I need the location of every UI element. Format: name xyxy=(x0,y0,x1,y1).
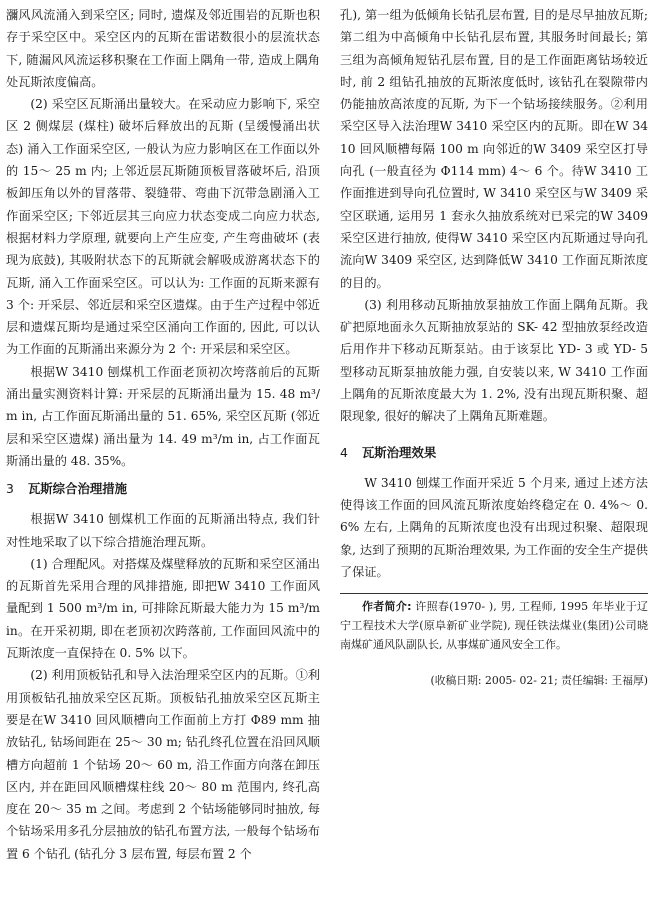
section-3-number: 3 xyxy=(6,481,14,497)
paragraph-5: (1) 合理配风。对搭煤及煤壁释放的瓦斯和采空区涌出的瓦斯首先采用合理的风排措施, 即把W 3410 工作面风量配到 1 500 m³/m in, 可排除瓦斯最大能力为 15 m³/m in。在开采初期, 即在老顶初次跨落前, 工作面回风流中的瓦斯浓度一直保持在 0. 5% 以下。 xyxy=(6,556,320,661)
section-4-number: 4 xyxy=(340,444,348,460)
paragraph-6: (2) 利用顶板钻孔和导入法治理采空区内的瓦斯。①利用顶板钻孔抽放采空区瓦斯。顶板钻孔抽放采空区瓦斯主要是在W 3410 回风顺槽向工作面前上方打 Φ89 mm 抽放钻孔, 钻场间距在 25～ 30 m; 钻孔终孔位置在沿回风顺槽方向超前 1 个钻场 20～ 60 m, 沿工作面方向落在卸压区内, 并在距回风顺槽煤柱线 20～ 80 m 范围内, 终孔高度在 20～ 35 m 之间。考虑到 2 个钻场能够同时抽放, 每个钻场采用多孔分层抽放的钻孔布置方法, 一般每个钻场布置 6 个钻孔 (钻孔分 3 层布置, 每层布置 2 个 xyxy=(6,668,320,861)
paragraph-3: 根据W 3410 刨煤机工作面老顶初次垮落前后的瓦斯涌出量实测资料计算: 开采层的瓦斯涌出量为 15. 48 m³/m in, 占工作面瓦斯涌出量的 51. 65%, 采空区瓦斯 (邻近层和采空区遗煤) 涌出量为 14. 49 m³/m in, 占工作面瓦斯涌出量的 48. 35%。 xyxy=(6,364,320,468)
right-column xyxy=(340,4,648,690)
author-bio xyxy=(340,593,648,654)
paragraph-2: (2) 采空区瓦斯涌出量较大。在采动应力影响下, 采空区 2 侧煤层 (煤柱) 破坏后释放出的瓦斯 (呈缓慢涌出状态) 涌入工作面采空区, 一般认为应力影响区在工作面以外的 15～ 25 m 内; 上邻近层瓦斯随顶板冒落破坏后, 沿顶板卸压角以外的冒落带、裂缝带、弯曲下沉带急剧涌入工作面采空区; 下邻近层其三向应力状态变成二向应力状态, 根据材料力学原理, 就要向上产生应变, 产生弯曲破坏 (表现为底鼓), 其吸附状态下的瓦斯就会解吸成游离状态下的瓦斯, 涌入工作面采空区。可以认为: 工作面的瓦斯来源有 3 个: 开采层、邻近层和采空区遗煤。由于生产过程中邻近层和遗煤瓦斯均是通过采空区涌向工作面的, 因此, 可以认为工作面的瓦斯涌出来源分为 2 个: 开采层和采空区。 xyxy=(6,97,320,357)
paragraph-continued: 孔), 第一组为低倾角长钻孔层布置, 目的是尽早抽放瓦斯; 第二组为中高倾角中长钻孔层布置, 其服务时间最长; 第三组为高倾角短钻孔层布置, 目的是工作面距离钻场较近时, 前 2 组钻孔抽放的瓦斯浓度低时, 该钻孔在裂隙带内仍能抽放高浓度的瓦斯, 为下一个钻场接续服务。②利用采空区导入法治理W 3410 采空区内的瓦斯。即在W 3410 回风顺槽每隔 100 m 向邻近的W 3409 采空区打导向孔 (一般直径为 Φ114 mm) 4～ 6 个。待W 3410 工作面推进到导向孔位置时, W 3410 采空区与W 3409 采空区联通, 运用另 1 套永久抽放系统对已采完的W 3409 采空区进行抽放, 使得W 3410 采空区内瓦斯通过导向孔流向W 3409 采空区, 达到降低W 3410 工作面瓦斯浓度的目的。 xyxy=(340,8,648,290)
section-3-title: 瓦斯综合治理措施 xyxy=(27,481,128,497)
received-date: (收稿日期: 2005- 02- 21; 责任编辑: 王福厚) xyxy=(430,674,648,688)
paragraph-intro: 瀰风风流涌入到采空区; 同时, 遗煤及邻近围岩的瓦斯也积存于采空区中。采空区内的瓦斯在雷诺数很小的层流状态下, 随漏风风流运移积聚在工作面上隅角一带, 造成上隅角处瓦斯浓度偏高。 xyxy=(6,8,320,89)
section-4-title: 瓦斯治理效果 xyxy=(361,444,437,460)
paragraph-7: (3) 利用移动瓦斯抽放泵抽放工作面上隅角瓦斯。我矿把原地面永久瓦斯抽放泵站的 SK- 42 型抽放泵经改造后用作井下移动瓦斯泵站。由于该泵比 YD- 3 或 YD- 5 型移动瓦斯泵抽放能力强, 自安装以来, W 3410 工作面上隅角的瓦斯浓度最大为 1. 2%, 没有出现瓦斯积聚、超限现象, 很好的解决了上隅角瓦斯难题。 xyxy=(340,297,648,424)
author-bio-label: 作者简介: xyxy=(362,600,412,614)
left-column xyxy=(6,4,320,865)
paragraph-8: W 3410 刨煤工作面开采近 5 个月来, 通过上述方法使得该工作面的回风流瓦斯浓度始终稳定在 0. 4%～ 0. 6% 左右, 上隅角的瓦斯浓度也没有出现过积聚、超限现象, 达到了预期的瓦斯治理效果, 为工作面的安全生产提供了保证。 xyxy=(340,475,648,579)
section-4-heading xyxy=(340,442,648,464)
author-bio-text: 许照春(1970- ), 男, 工程师, 1995 年毕业于辽宁工程技术大学(原阜新矿业学院), 现任铁法煤业(集团)公司晓南煤矿通风队副队长, 从事煤矿通风安全工作。 xyxy=(340,600,648,652)
paragraph-4: 根据W 3410 刨煤机工作面的瓦斯涌出特点, 我们针对性地采取了以下综合措施治理瓦斯。 xyxy=(6,512,320,549)
section-3-heading xyxy=(6,478,320,500)
